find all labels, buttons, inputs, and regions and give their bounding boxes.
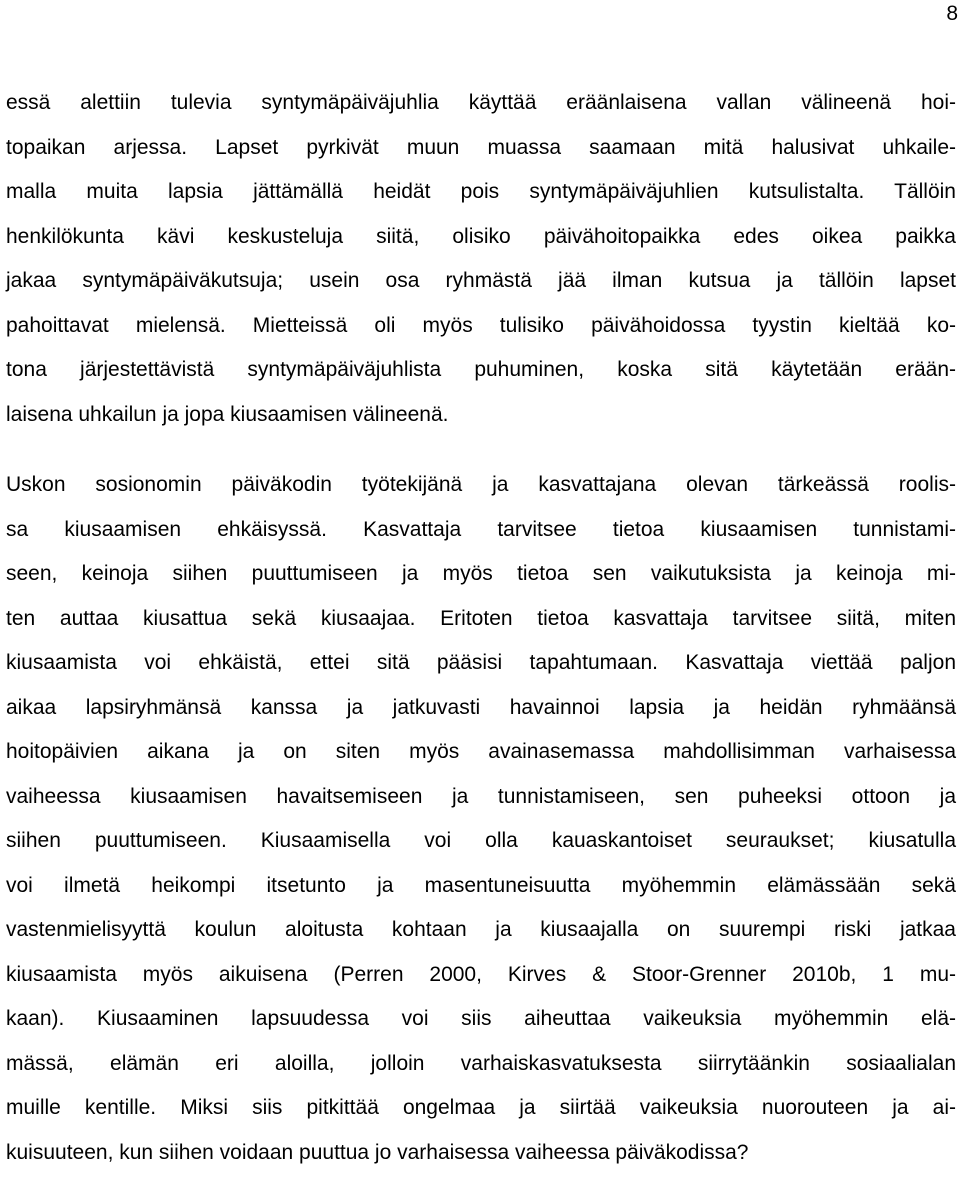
text-line: kiusaamista voi ehkäistä, ettei sitä pääsisi tapahtumaan. Kasvattaja viettää paljon [6, 651, 956, 674]
text-line: henkilökunta kävi keskusteluja siitä, olisiko päivähoitopaikka edes oikea paikka [6, 224, 956, 248]
text-line: Uskon sosionomin päiväkodin työtekijänä ja kasvattajana olevan tärkeässä roolis- [6, 473, 956, 496]
text-line: essä alettiin tulevia syntymäpäiväjuhlia käyttää eräänlaisena vallan välineenä hoi- [6, 91, 956, 114]
text-line: vaiheessa kiusaamisen havaitsemiseen ja tunnistamiseen, sen puheeksi ottoon ja [6, 784, 956, 808]
text-line: malla muita lapsia jättämällä heidät pois syntymäpäiväjuhlien kutsulistalta. Tällöin [6, 180, 956, 203]
text-line: kaan). Kiusaaminen lapsuudessa voi siis aiheuttaa vaikeuksia myöhemmin elä- [6, 1007, 956, 1030]
text-line: aikaa lapsiryhmänsä kanssa ja jatkuvasti havainnoi lapsia ja heidän ryhmäänsä [6, 695, 956, 719]
text-line: jakaa syntymäpäiväkutsuja; usein osa ryhmästä jää ilman kutsua ja tällöin lapset [6, 269, 956, 292]
text-line: ten auttaa kiusattua sekä kiusaajaa. Eritoten tietoa kasvattaja tarvitsee siitä, miten [6, 606, 956, 630]
paragraph-2 [6, 463, 956, 1175]
text-line: hoitopäivien aikana ja on siten myös avainasemassa mahdollisimman varhaisessa [6, 740, 956, 763]
text-line: kuisuuteen, kun siihen voidaan puuttua jo varhaisessa vaiheessa päiväkodissa? [6, 1140, 749, 1164]
text-line: tona järjestettävistä syntymäpäiväjuhlista puhuminen, koska sitä käytetään erään- [6, 358, 956, 381]
text-line: muille kentille. Miksi siis pitkittää ongelmaa ja siirtää vaikeuksia nuorouteen ja ai- [6, 1096, 956, 1119]
text-line: voi ilmetä heikompi itsetunto ja masentuneisuutta myöhemmin elämässään sekä [6, 873, 956, 897]
text-line: sa kiusaamisen ehkäisyssä. Kasvattaja tarvitsee tietoa kiusaamisen tunnistami- [6, 517, 956, 541]
text-line: laisena uhkailun ja jopa kiusaamisen välineenä. [6, 402, 449, 426]
text-line: kiusaamista myös aikuisena (Perren 2000, Kirves & Stoor-Grenner 2010b, 1 mu- [6, 962, 956, 986]
text-line: vastenmielisyyttä koulun aloitusta kohtaan ja kiusaajalla on suurempi riski jatkaa [6, 918, 956, 941]
page-number: 8 [946, 2, 958, 25]
text-line: mässä, elämän eri aloilla, jolloin varhaiskasvatuksesta siirrytäänkin sosiaalialan [6, 1051, 956, 1075]
text-line: siihen puuttumiseen. Kiusaamisella voi olla kauaskantoiset seuraukset; kiusatulla [6, 829, 956, 852]
text-line: topaikan arjessa. Lapset pyrkivät muun muassa saamaan mitä halusivat uhkaile- [6, 135, 956, 159]
text-line: pahoittavat mielensä. Mietteissä oli myös tulisiko päivähoidossa tyystin kieltää ko- [6, 313, 956, 337]
paragraph-1 [6, 81, 956, 437]
text-line: seen, keinoja siihen puuttumiseen ja myös tietoa sen vaikutuksista ja keinoja mi- [6, 562, 956, 585]
